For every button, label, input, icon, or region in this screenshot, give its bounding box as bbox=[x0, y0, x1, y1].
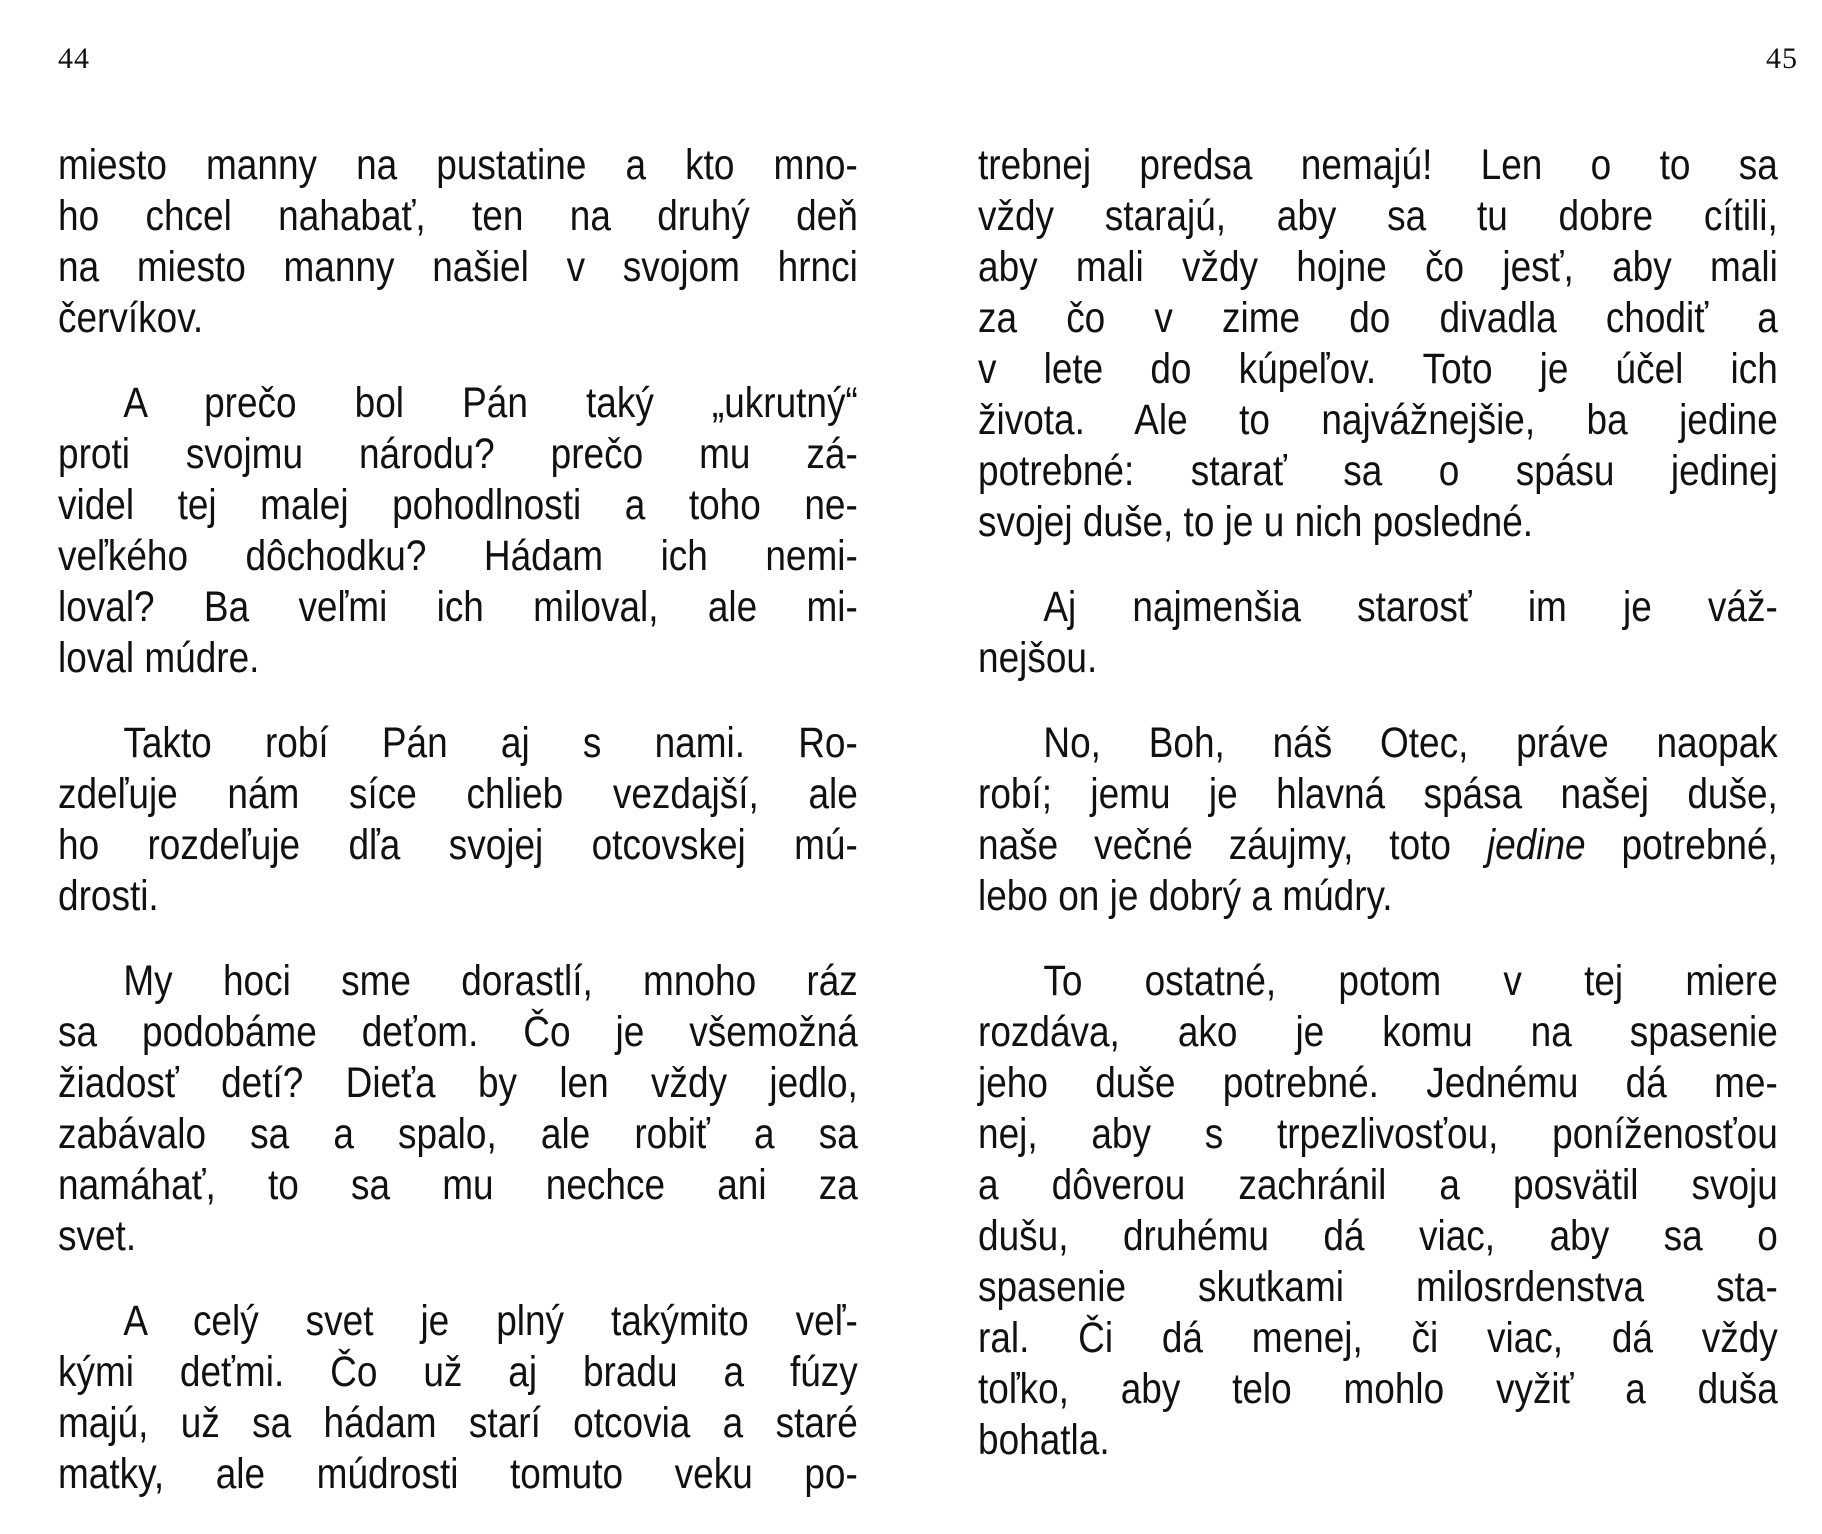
text-line: vždy starajú, aby sa tu dobre cítili, bbox=[978, 192, 1778, 240]
text-line: rozdáva, ako je komu na spasenie bbox=[978, 1008, 1778, 1056]
text-line: v lete do kúpeľov. Toto je účel ich bbox=[978, 345, 1778, 393]
text-line: namáhať, to sa mu nechce ani za bbox=[58, 1161, 858, 1209]
emphasis-word: jedine bbox=[1486, 821, 1586, 869]
text-line: spasenie skutkami milosrdenstva sta- bbox=[978, 1263, 1778, 1311]
text-line: nejšou. bbox=[978, 634, 1098, 682]
text-line: svet. bbox=[58, 1212, 137, 1260]
paragraph bbox=[978, 956, 1778, 1466]
text-line: No, Boh, náš Otec, práve naopak bbox=[1043, 719, 1778, 767]
text-line: zdeľuje nám síce chlieb vezdajší, ale bbox=[58, 770, 858, 818]
paragraph bbox=[58, 956, 858, 1262]
text-line: ho rozdeľuje dľa svojej otcovskej mú- bbox=[58, 821, 858, 869]
paragraph bbox=[58, 140, 858, 344]
text-line: červíkov. bbox=[58, 294, 204, 342]
text-line: jeho duše potrebné. Jednému dá me- bbox=[978, 1059, 1778, 1107]
text-line: miesto manny na pustatine a kto mno- bbox=[58, 141, 858, 189]
page-number-right: 45 bbox=[1766, 42, 1798, 75]
text-line: lebo on je dobrý a múdry. bbox=[978, 872, 1393, 920]
page-number-left: 44 bbox=[58, 42, 90, 75]
text-line: Takto robí Pán aj s nami. Ro- bbox=[123, 719, 858, 767]
text-line: Aj najmenšia starosť im je váž- bbox=[1043, 583, 1778, 631]
text-line: bohatla. bbox=[978, 1416, 1110, 1464]
text-line: nej, aby s trpezlivosťou, poníženosťou bbox=[978, 1110, 1778, 1158]
left-page bbox=[58, 0, 878, 1500]
text-line: robí; jemu je hlavná spása našej duše, bbox=[978, 770, 1778, 818]
text-line: loval múdre. bbox=[58, 634, 260, 682]
text-line: a dôverou zachránil a posvätil svoju bbox=[978, 1161, 1778, 1209]
text-line: matky, ale múdrosti tomuto veku po- bbox=[58, 1450, 858, 1498]
paragraph bbox=[58, 1296, 858, 1500]
text-line: života. Ale to najvážnejšie, ba jedine bbox=[978, 396, 1778, 444]
right-page bbox=[978, 0, 1798, 1500]
text-line: A celý svet je plný takýmito veľ- bbox=[123, 1297, 858, 1345]
text-line: dušu, druhému dá viac, aby sa o bbox=[978, 1212, 1778, 1260]
text-line: To ostatné, potom v tej miere bbox=[1043, 957, 1778, 1005]
paragraph bbox=[58, 378, 858, 684]
paragraph bbox=[978, 140, 1778, 548]
text-line: videl tej malej pohodlnosti a toho ne- bbox=[58, 481, 858, 529]
text-line: majú, už sa hádam starí otcovia a staré bbox=[58, 1399, 858, 1447]
text-line: na miesto manny našiel v svojom hrnci bbox=[58, 243, 858, 291]
text-line: naše večné záujmy, toto jedine potrebné, bbox=[978, 821, 1778, 869]
text-line: ho chcel nahabať, ten na druhý deň bbox=[58, 192, 858, 240]
text-line: trebnej predsa nemajú! Len o to sa bbox=[978, 141, 1778, 189]
text-line: kými deťmi. Čo už aj bradu a fúzy bbox=[58, 1348, 858, 1396]
text-line: My hoci sme dorastlí, mnoho ráz bbox=[123, 957, 858, 1005]
text-line: za čo v zime do divadla chodiť a bbox=[978, 294, 1778, 342]
paragraph bbox=[58, 718, 858, 922]
text-line: aby mali vždy hojne čo jesť, aby mali bbox=[978, 243, 1778, 291]
paragraph bbox=[978, 718, 1778, 922]
right-page-text bbox=[978, 140, 1778, 1500]
text-line: proti svojmu národu? prečo mu zá- bbox=[58, 430, 858, 478]
text-line: A prečo bol Pán taký „ukrutný“ bbox=[123, 379, 858, 427]
text-line: žiadosť detí? Dieťa by len vždy jedlo, bbox=[58, 1059, 858, 1107]
text-line: potrebné: starať sa o spásu jedinej bbox=[978, 447, 1778, 495]
left-page-text bbox=[58, 140, 858, 1534]
text-line: toľko, aby telo mohlo vyžiť a duša bbox=[978, 1365, 1778, 1413]
text-line: svojej duše, to je u nich posledné. bbox=[978, 498, 1534, 546]
text-line: veľkého dôchodku? Hádam ich nemi- bbox=[58, 532, 858, 580]
text-line: ral. Či dá menej, či viac, dá vždy bbox=[978, 1314, 1778, 1362]
text-line: drosti. bbox=[58, 872, 159, 920]
text-line: loval? Ba veľmi ich miloval, ale mi- bbox=[58, 583, 858, 631]
paragraph bbox=[978, 582, 1778, 684]
text-line: sa podobáme deťom. Čo je všemožná bbox=[58, 1008, 858, 1056]
text-line: zabávalo sa a spalo, ale robiť a sa bbox=[58, 1110, 858, 1158]
